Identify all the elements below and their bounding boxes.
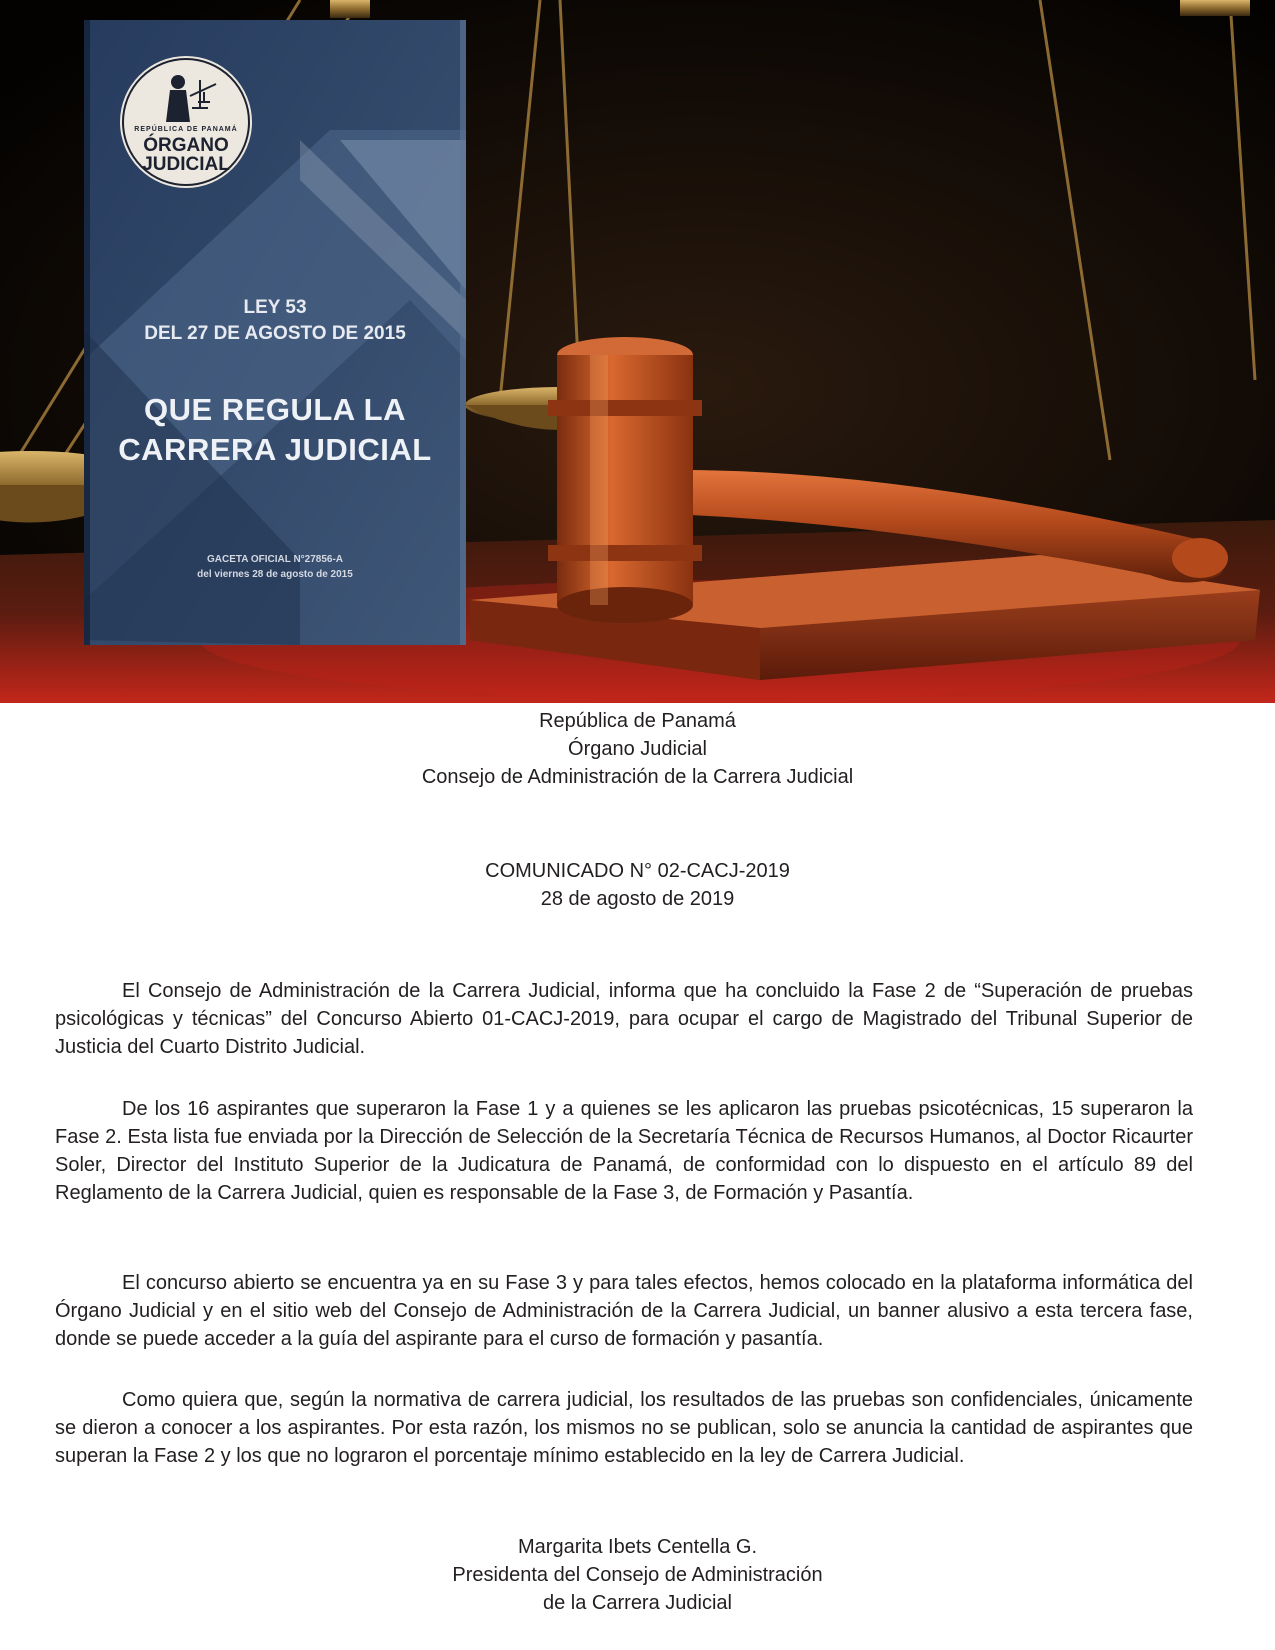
signature-block [0,1533,1275,1617]
paragraph-4-text: Como quiera que, según la normativa de carrera judicial, los resultados de las pruebas son confidenciales, únicamente se dieron a conocer a los aspirantes. Por esta razón, los mismos no se publican, solo se anuncia la cantidad de aspirantes que superan la Fase 2 y los que no lograron el porcentaje mínimo establecido en la ley de Carrera Judicial. [55,1389,1193,1467]
seal-organo-text: ÓRGANO [143,135,229,156]
paragraph-4 [55,1386,1193,1470]
law-reference [104,295,446,347]
gaceta-date: del viernes 28 de agosto de 2015 [197,569,353,580]
seal-republic-text: REPÚBLICA DE PANAMÁ [134,126,238,133]
law-number: LEY 53 [243,297,307,318]
paragraph-2 [55,1095,1193,1207]
law-date: DEL 27 DE AGOSTO DE 2015 [144,323,406,344]
book-title-line1: QUE REGULA LA [144,392,406,427]
communique-date: 28 de agosto de 2019 [540,888,735,910]
book-title-line2: CARRERA JUDICIAL [118,432,432,467]
organo-judicial-seal [120,56,252,188]
signatory-name: Margarita Ibets Centella G. [518,1536,757,1558]
communique-heading [0,857,1275,913]
gaceta-reference [104,552,446,582]
gaceta-number: GACETA OFICIAL N°27856-A [206,554,344,565]
communique-number: COMUNICADO N° 02-CACJ-2019 [485,860,790,882]
book-title [104,390,446,470]
hero-photo [0,0,1275,703]
signatory-title-line2: de la Carrera Judicial [543,1592,732,1614]
paragraph-1 [55,977,1193,1061]
signatory-title-line1: Presidenta del Consejo de Administración [452,1564,823,1586]
paragraph-2-text: De los 16 aspirantes que superaron la Fase 1 y a quienes se les aplicaron las pruebas psicotécnicas, 15 superaron la Fase 2. Esta lista fue enviada por la Dirección de Selección de la Secretaría Técnica de Recursos Humanos, al Doctor Ricaurter Soler, Director del Instituto Superior de la Judicatura de Panamá, de conformidad con lo dispuesto en el artículo 89 del Reglamento de la Carrera Judicial, quien es responsable de la Fase 3, de Formación y Pasantía. [55,1098,1193,1204]
paragraph-1-text: El Consejo de Administración de la Carrera Judicial, informa que ha concluido la Fase 2 de “Superación de pruebas psicológicas y técnicas” del Concurso Abierto 01-CACJ-2019, para ocupar el cargo de Magistrado del Tribunal Superior de Justicia del Cuarto Distrito Judicial. [55,980,1193,1058]
paragraph-3 [55,1269,1193,1353]
header-country: República de Panamá [539,710,736,732]
law-book-cover [84,20,466,645]
header-institution: Órgano Judicial [568,738,707,760]
seal-judicial-text: JUDICIAL [142,154,230,175]
header-council: Consejo de Administración de la Carrera Judicial [421,766,854,788]
paragraph-3-text: El concurso abierto se encuentra ya en su Fase 3 y para tales efectos, hemos colocado en la plataforma informática del Órgano Judicial y en el sitio web del Consejo de Administración de la Carrera Judicial, un banner alusivo a esta tercera fase, donde se puede acceder a la guía del aspirante para el curso de formación y pasantía. [55,1272,1193,1350]
letter-header [0,707,1275,791]
